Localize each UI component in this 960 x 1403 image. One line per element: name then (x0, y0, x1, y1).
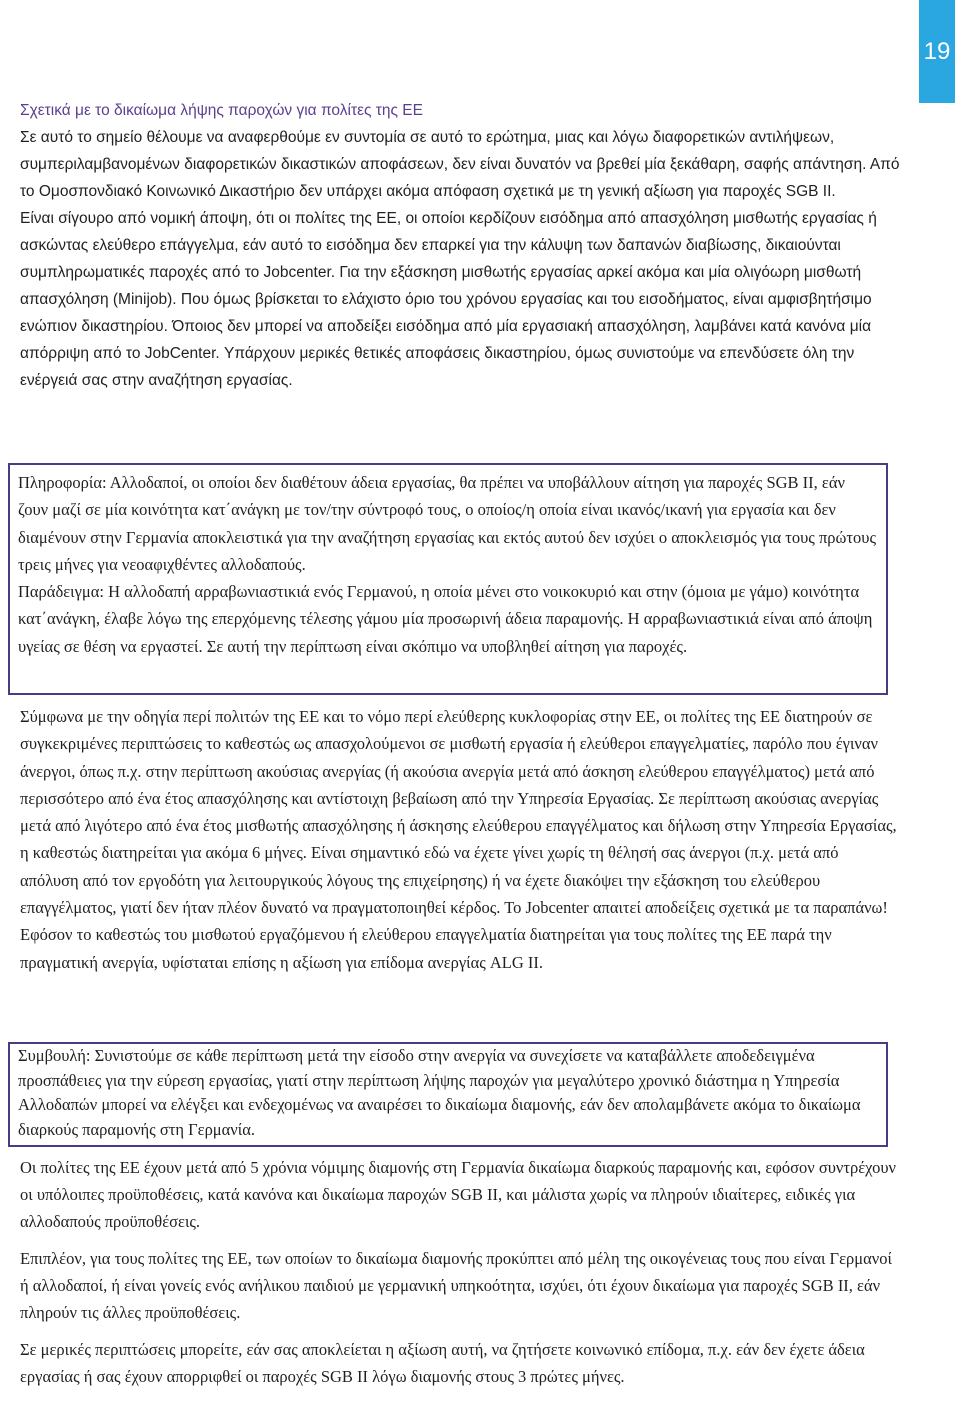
paragraph: Οι πολίτες της ΕΕ έχουν μετά από 5 χρόνια νόμιμης διαμονής στη Γερμανία δικαίωμα διαρκούς παραμονής και, εφόσον συντρέχουν οι υπόλοιπες προϋποθέσεις, κατά κανόνα και δικαίωμα παροχών SGB II, και μάλιστα χωρίς να πληρούν ιδιαίτερες, ειδικές για αλλοδαπούς προϋποθέσεις. (20, 1158, 897, 1231)
page-number: 19 (923, 37, 951, 65)
info-box (8, 463, 888, 695)
paragraph: Επιπλέον, για τους πολίτες της ΕΕ, των οποίων το δικαίωμα διαμονής προκύπτει από μέλη της οικογένειας τους που είναι Γερμανοί ή αλλοδαποί, ή είναι γονείς ενός ανήλικου παιδιού με γερμανική υπηκοότητα, ισχύει, ότι έχουν δικαίωμα για παροχές SGB II, εάν πληρούν τις άλλες προϋποθέσεις. (20, 1249, 892, 1322)
paragraph: Σύμφωνα με την οδηγία περί πολιτών της ΕΕ και το νόμο περί ελεύθερης κυκλοφορίας στην ΕΕ, οι πολίτες της ΕΕ διατηρούν σε συγκεκριμένες περιπτώσεις το καθεστώς ως απασχολούμενοι σε μισθωτή εργασία ή ελεύθεροι επαγγελματίες, παρόλο που έγιναν άνεργοι, όπως π.χ. στην περίπτωση ακούσιας ανεργίας (ή ακούσια ανεργία μετά από άσκηση ελεύθερου επαγγέλματος) μετά από περισσότερο από ένα έτος απασχόλησης και αντίστοιχη βεβαίωση από την Υπηρεσία Εργασίας. Σε περίπτωση ακούσιας ανεργίας μετά από λιγότερο από ένα έτος μισθωτής απασχόλησης ή άσκησης ελεύθερου επαγγέλματος και δήλωση στην Υπηρεσία Εργασίας, η καθεστώς διατηρείται για ακόμα 6 μήνες. Είναι σημαντικό εδώ να έχετε γίνει χωρίς τη θέλησή σας άνεργοι (π.χ. μετά από απόλυση από τον εργοδότη για λειτουργικούς λόγους της επιχείρησης) ή να έχετε διακόψει την εξάσκηση του ελεύθερου επαγγέλματος, γιατί δεν ήταν πλέον δυνατό να πραγματοποιηθεί κέρδος. Το Jobcenter απαιτεί αποδείξεις σχετικά με τα παραπάνω! Εφόσον το καθεστώς του μισθωτού εργαζόμενου ή ελεύθερου επαγγελματία διατηρείται για τους πολίτες της ΕΕ παρά την πραγματική ανεργία, υφίσταται επίσης η αξίωση για επίδομα ανεργίας ALG II. (20, 707, 897, 972)
section-permanent-residence (20, 1154, 900, 1390)
section-heading: Σχετικά με το δικαίωμα λήψης παροχών για πολίτες της ΕΕ (20, 102, 423, 119)
page-number-tab (919, 0, 955, 103)
paragraph: Σε μερικές περιπτώσεις μπορείτε, εάν σας αποκλείεται η αξίωση αυτή, να ζητήσετε κοινωνικό επίδομα, π.χ. εάν δεν έχετε άδεια εργασίας ή σας έχουν απορριφθεί οι παροχές SGB II λόγω διαμονής στους 3 πρώτες μήνες. (20, 1340, 865, 1386)
paragraph: Είναι σίγουρο από νομική άποψη, ότι οι πολίτες της ΕΕ, οι οποίοι κερδίζουν εισόδημα από απασχόληση μισθωτής εργασίας ή ασκώντας ελεύθερο επάγγελμα, εάν αυτό το εισόδημα δεν επαρκεί για την κάλυψη των δαπανών διαβίωσης, δικαιούνται συμπληρωματικές παροχές από το Jobcenter. Για την εξάσκηση μισθωτής εργασίας αρκεί ακόμα και μία ολιγόωρη μισθωτή απασχόληση (Minijob). Που όμως βρίσκεται το ελάχιστο όριο του χρόνου εργασίας και του εισοδήματος, είναι αμφισβητήσιμο ενώπιον δικαστηρίου. Όποιος δεν μπορεί να αποδείξει εισόδημα από μία εργασιακή απασχόληση, λαμβάνει κατά κανόνα μία απόρριψη από το JobCenter. Υπάρχουν μερικές θετικές αποφάσεις δικαστηρίου, όμως συνιστούμε να επενδύσετε όλη την ενέργειά σας στην αναζήτηση εργασίας. (20, 210, 877, 389)
example-paragraph: Παράδειγμα: Η αλλοδαπή αρραβωνιαστικιά ενός Γερμανού, η οποία μένει στο νοικοκυριό και στην (όμοια με γάμο) κοινότητα κατ΄ανάγκη, έλαβε λόγω της επερχόμενης τέλεσης γάμου μία προσωρινή άδεια παραμονής. Η αρραβωνιαστικιά είναι από άποψη υγείας σε θέση να εργαστεί. Σε αυτή την περίπτωση είναι σκόπιμο να υποβληθεί αίτηση για παροχές. (18, 582, 873, 656)
section-status-retention (20, 703, 900, 976)
section-eu-benefits (20, 97, 900, 394)
paragraph: Σε αυτό το σημείο θέλουμε να αναφερθούμε εν συντομία σε αυτό το ερώτημα, μιας και λόγω διαφορετικών αντιλήψεων, συμπεριλαμβανομένων διαφορετικών δικαστικών αποφάσεων, δεν είναι δυνατόν να βρεθεί μία ξεκάθαρη, σαφής απάντηση. Από το Ομοσπονδιακό Κοινωνικό Δικαστήριο δεν υπάρχει ακόμα απόφαση σχετικά με τη γενική αξίωση για παροχές SGB II. (20, 129, 900, 200)
advice-paragraph: Συμβουλή: Συνιστούμε σε κάθε περίπτωση μετά την είσοδο στην ανεργία να συνεχίσετε να καταβάλλετε αποδεδειγμένα προσπάθειες για την εύρεση εργασίας, γιατί στην περίπτωση λήψης παροχών για μεγαλύτερο χρονικό διάστημα η Υπηρεσία Αλλοδαπών μπορεί να ελέγξει και ενδεχομένως να αναιρέσει το δικαίωμα διαμονής, εάν δεν απολαμβάνετε ακόμα το δικαίωμα διαρκούς παραμονής στη Γερμανία. (18, 1046, 861, 1139)
advice-box (8, 1042, 888, 1147)
info-paragraph: Πληροφορία: Αλλοδαποί, οι οποίοι δεν διαθέτουν άδεια εργασίας, θα πρέπει να υποβάλλουν αίτηση για παροχές SGB II, εάν ζουν μαζί σε μία κοινότητα κατ΄ανάγκη με τον/την σύντροφό τους, ο οποίος/η οποία είναι ικανός/ικανή για εργασία και δεν διαμένουν στην Γερμανία αποκλειστικά για την αναζήτηση εργασίας και εκτός αυτού δεν ισχύει ο αποκλεισμός για τους πρώτους τρεις μήνες για νεοαφιχθέντες αλλοδαπούς. (18, 473, 876, 574)
